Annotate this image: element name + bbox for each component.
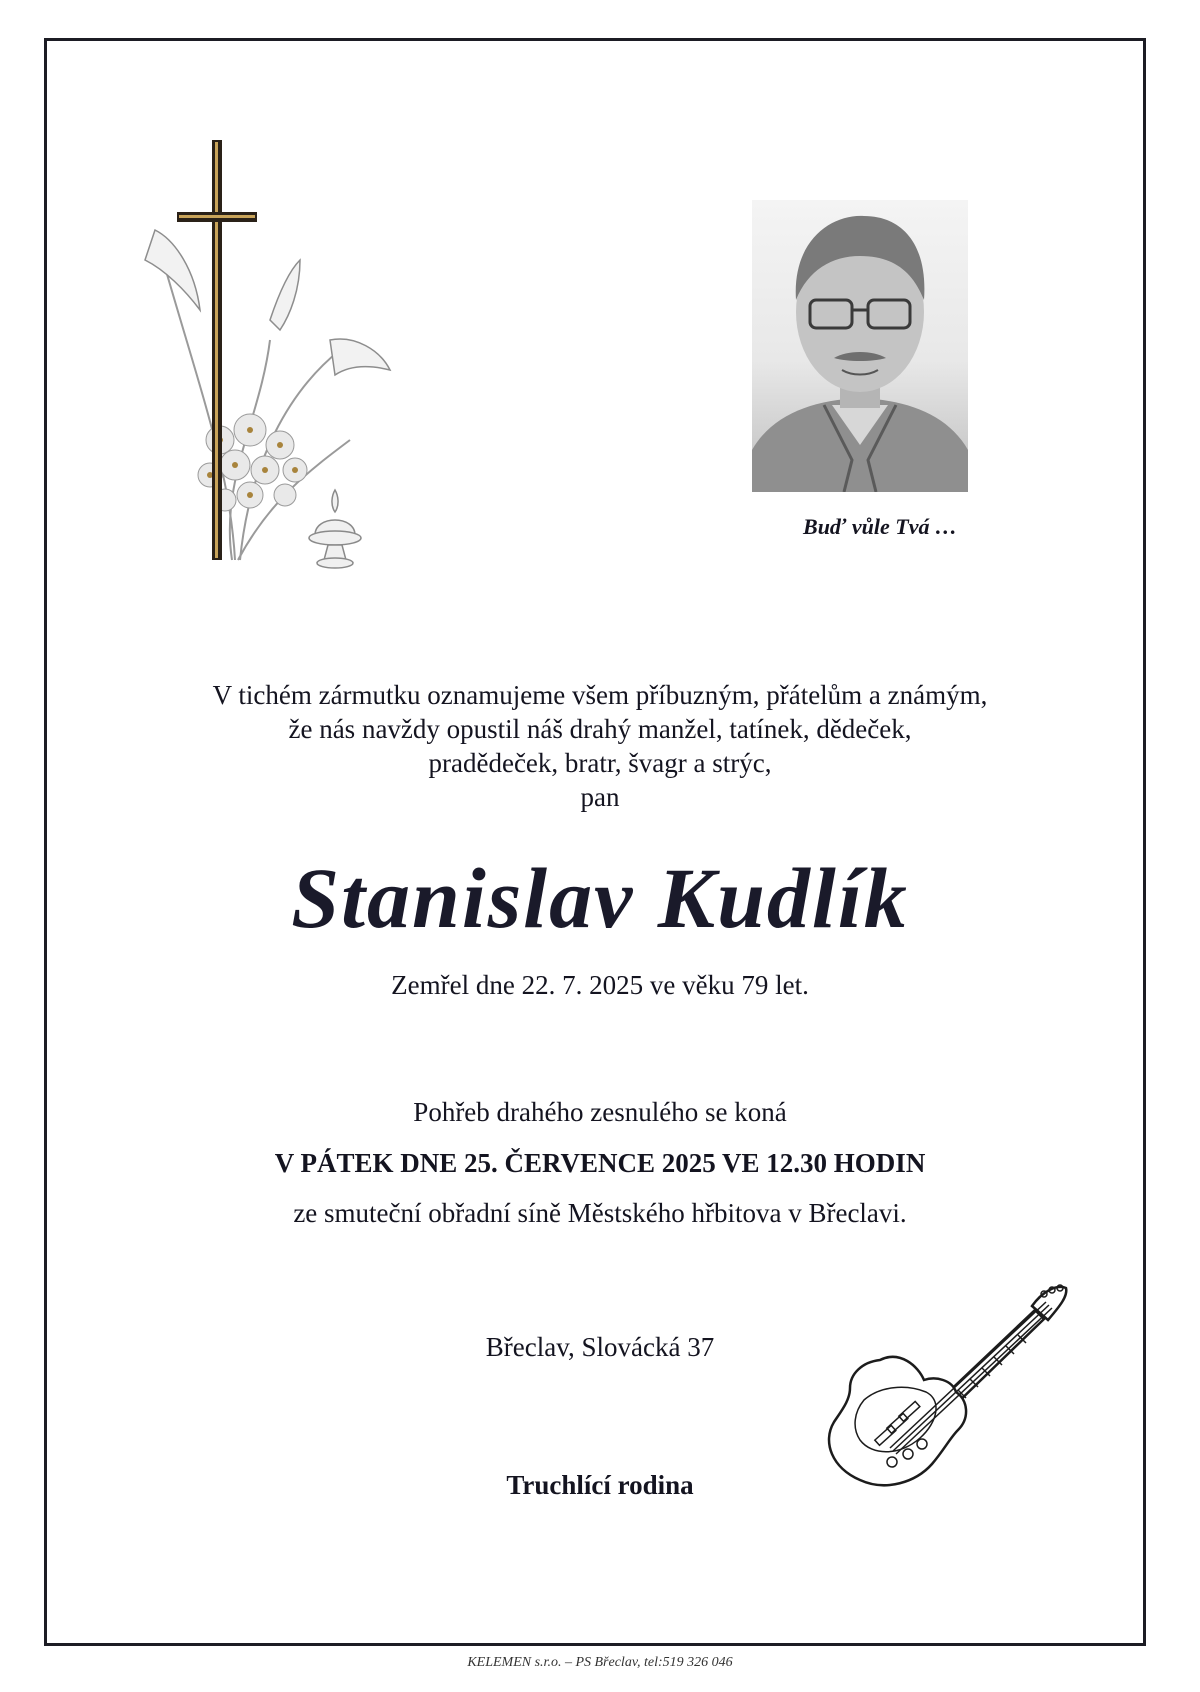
funeral-intro-text: Pohřeb drahého zesnulého se koná — [413, 1097, 787, 1127]
motto-text: Buď vůle Tvá … — [803, 514, 957, 539]
deceased-name: Stanislav Kudlík — [291, 850, 909, 946]
funeral-time-text: V PÁTEK DNE 25. ČERVENCE 2025 VE 12.30 HODIN — [274, 1148, 926, 1178]
death-date-text: Zemřel dne 22. 7. 2025 ve věku 79 let. — [391, 970, 809, 1000]
footer-text: KELEMEN s.r.o. – PS Břeclav, tel:519 326 046 — [467, 1655, 733, 1670]
address-text: Břeclav, Slovácká 37 — [485, 1332, 715, 1362]
funeral-place-text: ze smuteční obřadní síně Městského hřbitova v Břeclavi. — [293, 1198, 907, 1228]
intro-line: pradědeček, bratr, švagr a strýc, — [428, 748, 772, 778]
cross-with-lilies-icon — [140, 140, 400, 600]
intro-line: že nás navždy opustil náš drahý manžel, tatínek, dědeček, — [288, 714, 912, 744]
family-signature: Truchlící rodina — [506, 1470, 694, 1500]
intro-line: V tichém zármutku oznamujeme všem příbuzným, přátelům a známým, — [212, 680, 988, 710]
portrait-photo — [752, 200, 968, 492]
electric-guitar-icon — [820, 1280, 1070, 1500]
portrait-figure — [752, 200, 968, 492]
intro-line: pan — [580, 782, 620, 812]
intro-text — [0, 678, 1200, 814]
